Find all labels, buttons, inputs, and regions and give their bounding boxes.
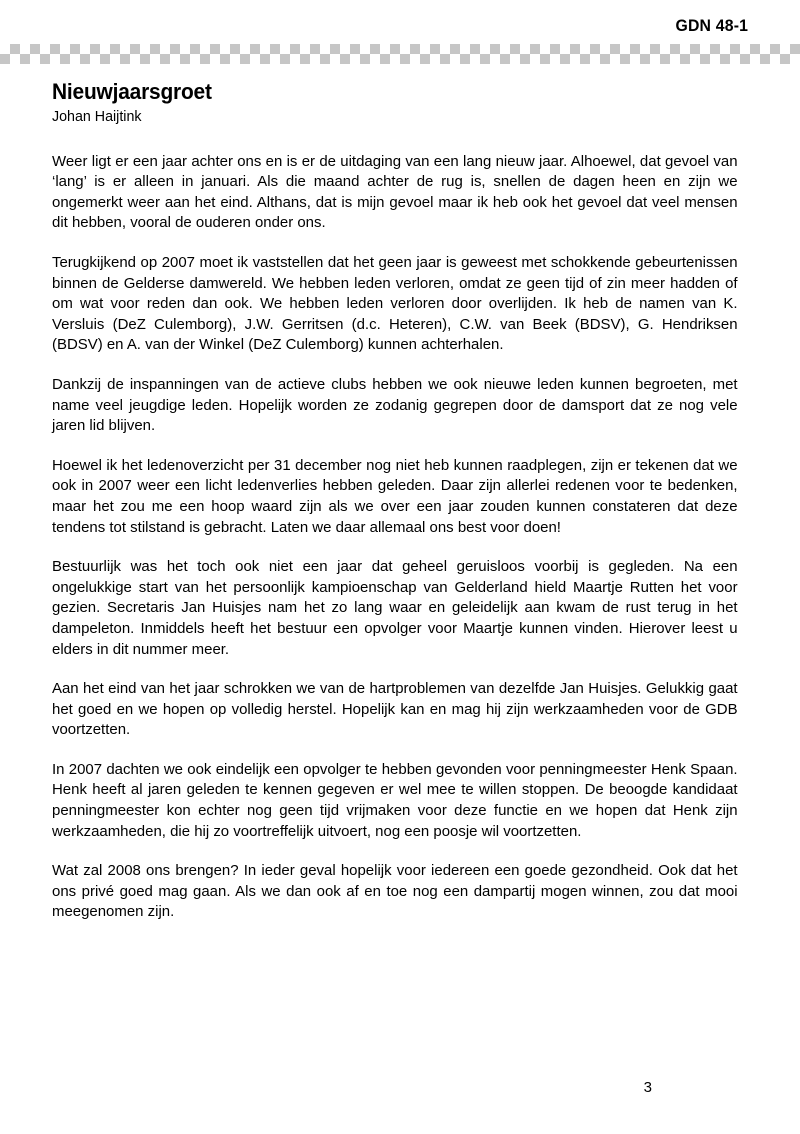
page-footer <box>52 1078 748 1102</box>
paragraph: Dankzij de inspanningen van de actieve clubs hebben we ook nieuwe leden kunnen begroeten, met name veel jeugdige leden. Hopelijk worden ze zodanig gegrepen door de damsport dat ze nog vele jaren lid blijven. <box>52 375 738 435</box>
paragraph: In 2007 dachten we ook eindelijk een opvolger te hebben gevonden voor penningmeester Henk Spaan. Henk heeft al jaren geleden te kennen gegeven er wel mee te willen stoppen. De beoogde kandidaat penningmeester kon echter nog geen tijd vrijmaken voor deze functie en we hopen dat Henk zijn werkzaamheden, die hij zo voortreffelijk uitvoert, nog een poosje wil voortzetten. <box>52 760 738 840</box>
paragraph: Terugkijkend op 2007 moet ik vaststellen dat het geen jaar is geweest met schokkende gebeurtenissen binnen de Gelderse damwereld. We hebben leden verloren, omdat ze geen tijd of zin meer hadden of om wat voor reden dan ook. We hebben leden verloren door overlijden. Ik heb de namen van K. Versluis (DeZ Culemborg), J.W. Gerritsen (d.c. Heteren), C.W. van Beek (BDSV), G. Hendriksen (BDSV) en A. van der Winkel (DeZ Culemborg) kunnen achterhalen. <box>52 254 738 354</box>
article-content <box>52 80 748 923</box>
page-title: Nieuwjaarsgroet <box>52 79 212 104</box>
page-header <box>0 0 800 44</box>
page-number: 3 <box>643 1079 652 1096</box>
paragraph: Aan het eind van het jaar schrokken we van de hartproblemen van dezelfde Jan Huisjes. Gelukkig gaat het goed en we hopen op volledig herstel. Hopelijk kan en mag hij zijn werkzaamheden voor de GDB voortzetten. <box>52 680 738 739</box>
issue-label: GDN 48-1 <box>675 16 748 35</box>
article-body <box>52 152 748 923</box>
author-byline: Johan Haijtink <box>52 107 142 125</box>
checkerboard-divider <box>0 44 800 64</box>
paragraph: Bestuurlijk was het toch ook niet een jaar dat geheel geruisloos voorbij is gegleden. Na een ongelukkige start van het persoonlijk kampioenschap van Gelderland hield Maartje Rutten het voor gezien. Secretaris Jan Huisjes nam het zo lang waar en geleidelijk aan kwam de rust terug in het dampeleton. Inmiddels heeft het bestuur een opvolger voor Maartje kunnen vinden. Hierover leest u elders in dit nummer meer. <box>52 558 738 658</box>
paragraph: Hoewel ik het ledenoverzicht per 31 december nog niet heb kunnen raadplegen, zijn er tekenen dat we ook in 2007 weer een licht ledenverlies hebben geleden. Daar zijn allerlei redenen voor te bedenken, maar het zou me een hoop waard zijn als we over een jaar zouden kunnen constateren dat deze tendens tot stilstand is gebracht. Laten we daar allemaal ons best voor doen! <box>52 456 738 536</box>
paragraph: Wat zal 2008 ons brengen? In ieder geval hopelijk voor iedereen een goede gezondheid. Ook dat het ons privé goed mag gaan. Als we dan ook af en toe nog een dampartij mogen winnen, zou dat mooi meegenomen zijn. <box>52 862 738 921</box>
paragraph: Weer ligt er een jaar achter ons en is er de uitdaging van een lang nieuw jaar. Alhoewel, dat gevoel van ‘lang’ is er alleen in januari. Als die maand achter de rug is, snellen de dagen heen en zijn we ongemerkt weer aan het eind. Althans, dat is mijn gevoel maar ik heb ook het gevoel dat veel mensen dit hebben, vooral de ouderen onder ons. <box>52 152 738 232</box>
